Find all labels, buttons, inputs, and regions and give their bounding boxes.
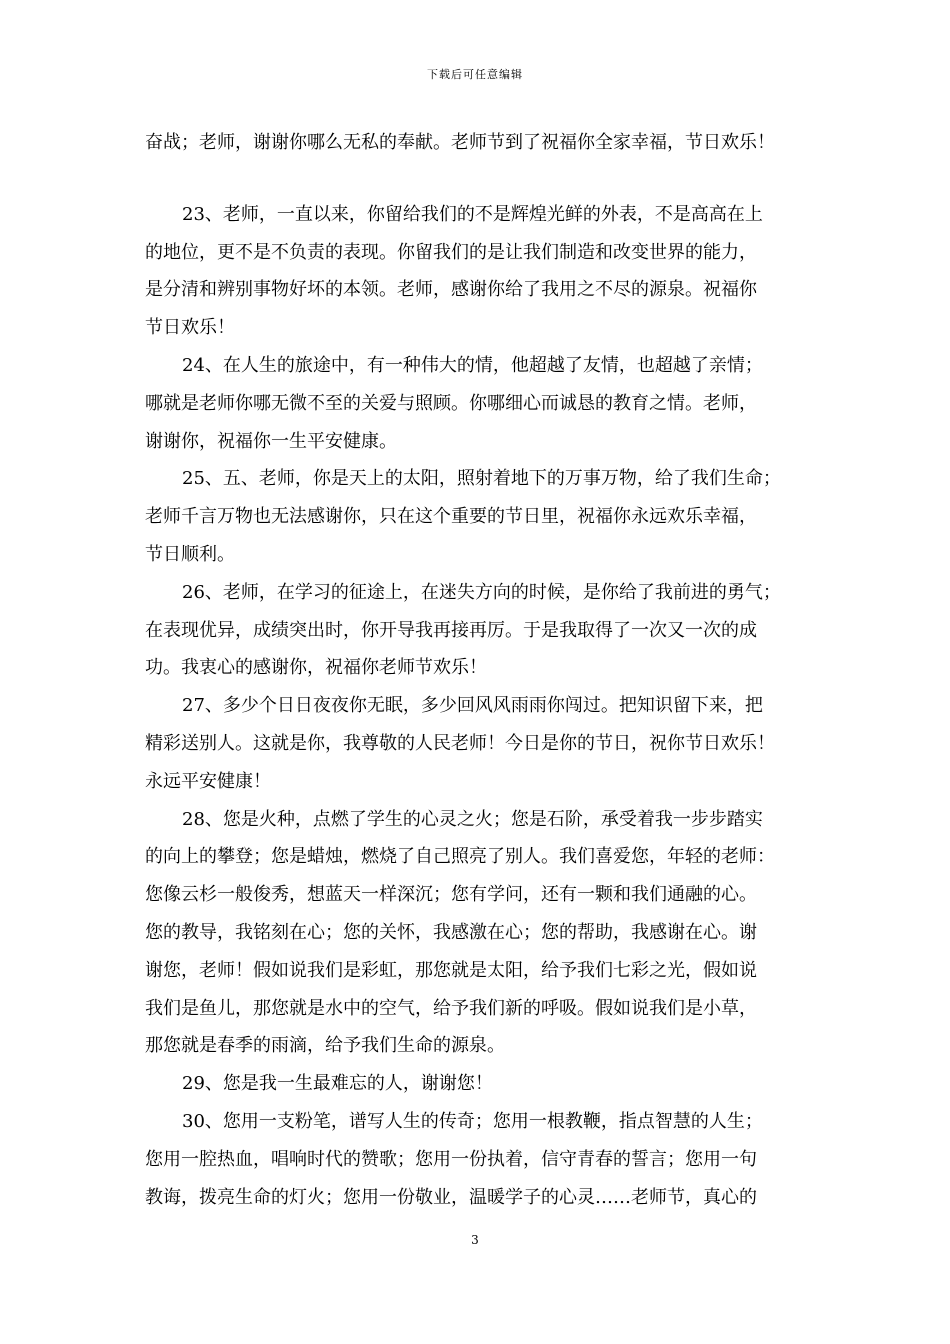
paragraph-line: 29、您是我一生最难忘的人，谢谢您！ bbox=[182, 1073, 493, 1095]
paragraph bbox=[145, 574, 810, 687]
paragraph bbox=[145, 1103, 810, 1216]
paragraph bbox=[145, 801, 810, 1066]
paragraph-line: 那您就是春季的雨滴，给予我们生命的源泉。 bbox=[145, 1035, 505, 1057]
paragraph-line: 26、老师，在学习的征途上，在迷失方向的时候，是你给了我前进的勇气； bbox=[182, 581, 781, 603]
paragraph-line: 25、五、老师，你是天上的太阳，照射着地下的万事万物，给了我们生命； bbox=[182, 468, 781, 490]
paragraph-line: 教诲，拨亮生命的灯火；您用一份敬业，温暖学子的心灵……老师节，真心的 bbox=[145, 1186, 757, 1208]
paragraph bbox=[145, 460, 810, 573]
paragraph-line: 节日欢乐！ bbox=[145, 317, 235, 339]
paragraph-line: 的地位，更不是不负责的表现。你留我们的是让我们制造和改变世界的能力， bbox=[145, 241, 757, 263]
paragraph-line: 功。我衷心的感谢你，祝福你老师节欢乐！ bbox=[145, 657, 487, 679]
paragraph bbox=[145, 347, 810, 460]
paragraph-line: 的向上的攀登；您是蜡烛，燃烧了自己照亮了别人。我们喜爱您，年轻的老师： bbox=[145, 846, 775, 868]
paragraph-line: 哪就是老师你哪无微不至的关爱与照顾。你哪细心而诚恳的教育之情。老师， bbox=[145, 392, 757, 414]
paragraph bbox=[145, 196, 810, 347]
paragraph-line: 节日顺利。 bbox=[145, 543, 235, 565]
paragraph-line: 您用一腔热血，唱响时代的赞歌；您用一份执着，信守青春的誓言；您用一句 bbox=[145, 1148, 757, 1170]
paragraph-line: 谢谢你，祝福你一生平安健康。 bbox=[145, 430, 397, 452]
paragraph-gap bbox=[145, 162, 810, 196]
paragraph-list bbox=[145, 196, 810, 1217]
paragraph-line: 23、老师，一直以来，你留给我们的不是辉煌光鲜的外表，不是高高在上 bbox=[182, 203, 763, 225]
paragraph-line: 是分清和辨别事物好坏的本领。老师，感谢你给了我用之不尽的源泉。祝福你 bbox=[145, 279, 757, 301]
paragraph-line: 精彩送别人。这就是你，我尊敬的人民老师！今日是你的节日，祝你节日欢乐！ bbox=[145, 732, 775, 754]
paragraph-line: 30、您用一支粉笔，谱写人生的传奇；您用一根教鞭，指点智慧的人生； bbox=[182, 1110, 763, 1132]
continued-line: 奋战；老师，谢谢你哪么无私的奉献。老师节到了祝福你全家幸福，节日欢乐！ bbox=[145, 132, 775, 153]
paragraph-line: 在表现优异，成绩突出时，你开导我再接再厉。于是我取得了一次又一次的成 bbox=[145, 619, 757, 641]
paragraph-line: 24、在人生的旅途中，有一种伟大的情，他超越了友情，也超越了亲情； bbox=[182, 354, 763, 376]
page-number: 3 bbox=[471, 1233, 479, 1247]
paragraph-line: 28、您是火种，点燃了学生的心灵之火；您是石阶，承受着我一步步踏实 bbox=[182, 808, 763, 830]
paragraph-line: 27、多少个日日夜夜你无眠，多少回风风雨雨你闯过。把知识留下来，把 bbox=[182, 695, 763, 717]
paragraph-line: 我们是鱼儿，那您就是水中的空气，给予我们新的呼吸。假如说我们是小草， bbox=[145, 997, 757, 1019]
paragraph bbox=[145, 1065, 810, 1103]
paragraph-line: 老师千言万物也无法感谢你，只在这个重要的节日里，祝福你永远欢乐幸福， bbox=[145, 506, 757, 528]
page-header: 下载后可任意编辑 bbox=[427, 68, 523, 81]
paragraph-line: 谢您，老师！假如说我们是彩虹，那您就是太阳，给予我们七彩之光，假如说 bbox=[145, 959, 757, 981]
document-body bbox=[145, 124, 810, 1216]
paragraph-line: 您的教导，我铭刻在心；您的关怀，我感激在心；您的帮助，我感谢在心。谢 bbox=[145, 921, 757, 943]
paragraph-line: 您像云杉一般俊秀，想蓝天一样深沉；您有学问，还有一颗和我们通融的心。 bbox=[145, 884, 757, 906]
paragraph bbox=[145, 687, 810, 800]
paragraph-line: 永远平安健康！ bbox=[145, 770, 271, 792]
